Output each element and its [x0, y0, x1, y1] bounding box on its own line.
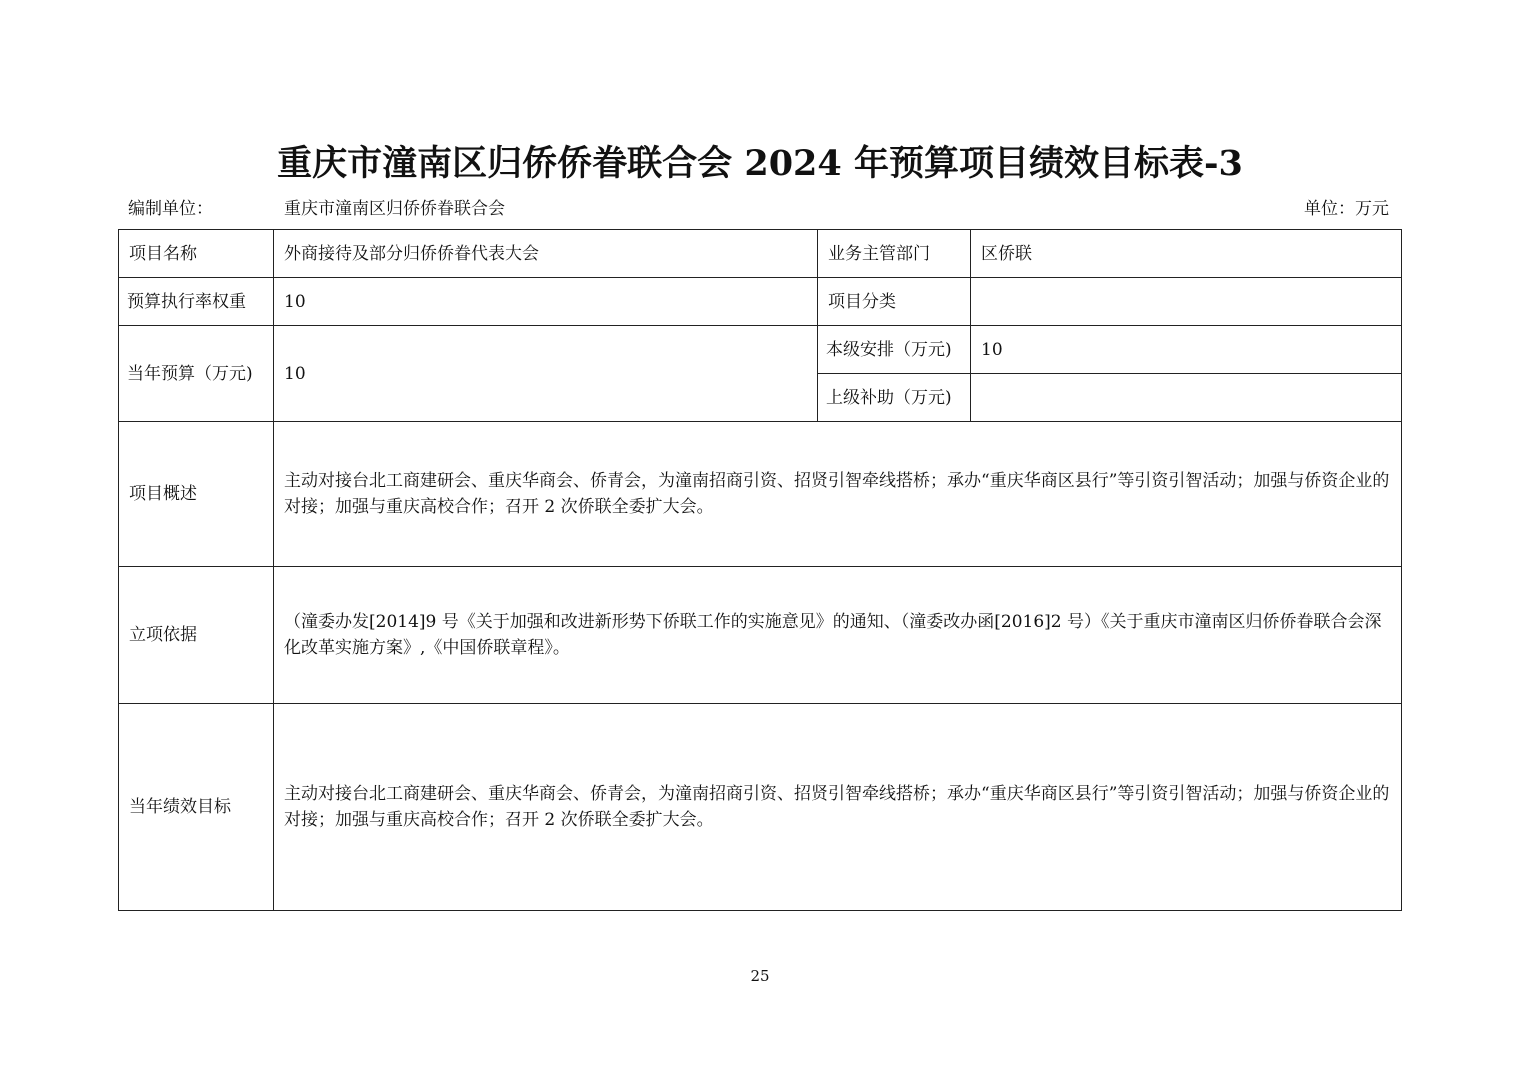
- currency-unit: 单位：万元: [1304, 199, 1389, 219]
- overview-text: 主动对接台北工商建研会、重庆华商会、侨青会，为潼南招商引资、招贤引智牵线搭桥；承办“重庆华商区县行”等引资引智活动；加强与侨资企业的对接；加强与重庆高校合作；召开 2 次侨联全委扩大会。: [274, 422, 1402, 567]
- exec-weight-label: 预算执行率权重: [119, 278, 274, 326]
- local-allocation-value: 10: [971, 326, 1402, 374]
- table-row: [119, 704, 1402, 911]
- budget-value: 10: [274, 326, 818, 422]
- project-name-label: 项目名称: [119, 230, 274, 278]
- upper-subsidy-value: [971, 374, 1402, 422]
- compiler-label: 编制单位：: [128, 199, 213, 219]
- local-allocation-label: 本级安排（万元): [818, 326, 971, 374]
- basis-label: 立项依据: [119, 567, 274, 704]
- table-row: [119, 278, 1402, 326]
- page-number: 25: [750, 967, 770, 985]
- overview-label: 项目概述: [119, 422, 274, 567]
- goal-text: 主动对接台北工商建研会、重庆华商会、侨青会，为潼南招商引资、招贤引智牵线搭桥；承办“重庆华商区县行”等引资引智活动；加强与侨资企业的对接；加强与重庆高校合作；召开 2 次侨联全委扩大会。: [274, 704, 1402, 911]
- table-row: [119, 567, 1402, 704]
- category-label: 项目分类: [818, 278, 971, 326]
- project-name-value: 外商接待及部分归侨侨眷代表大会: [274, 230, 818, 278]
- dept-label: 业务主管部门: [818, 230, 971, 278]
- exec-weight-value: 10: [274, 278, 818, 326]
- goal-label: 当年绩效目标: [119, 704, 274, 911]
- page-title: 重庆市潼南区归侨侨眷联合会 2024 年预算项目绩效目标表-3: [277, 143, 1243, 184]
- basis-text: （潼委办发[2014]9 号《关于加强和改进新形势下侨联工作的实施意见》的通知、（潼委改办函[2016]2 号）《关于重庆市潼南区归侨侨眷联合会深化改革实施方案》,《中国侨联章程》。: [274, 567, 1402, 704]
- table-row: [119, 230, 1402, 278]
- upper-subsidy-label: 上级补助（万元): [818, 374, 971, 422]
- category-value: [971, 278, 1402, 326]
- dept-value: 区侨联: [971, 230, 1402, 278]
- performance-table: [118, 229, 1402, 911]
- budget-label: 当年预算（万元): [119, 326, 274, 422]
- table-row: [119, 326, 1402, 374]
- table-row: [119, 422, 1402, 567]
- compiler-name: 重庆市潼南区归侨侨眷联合会: [284, 199, 505, 219]
